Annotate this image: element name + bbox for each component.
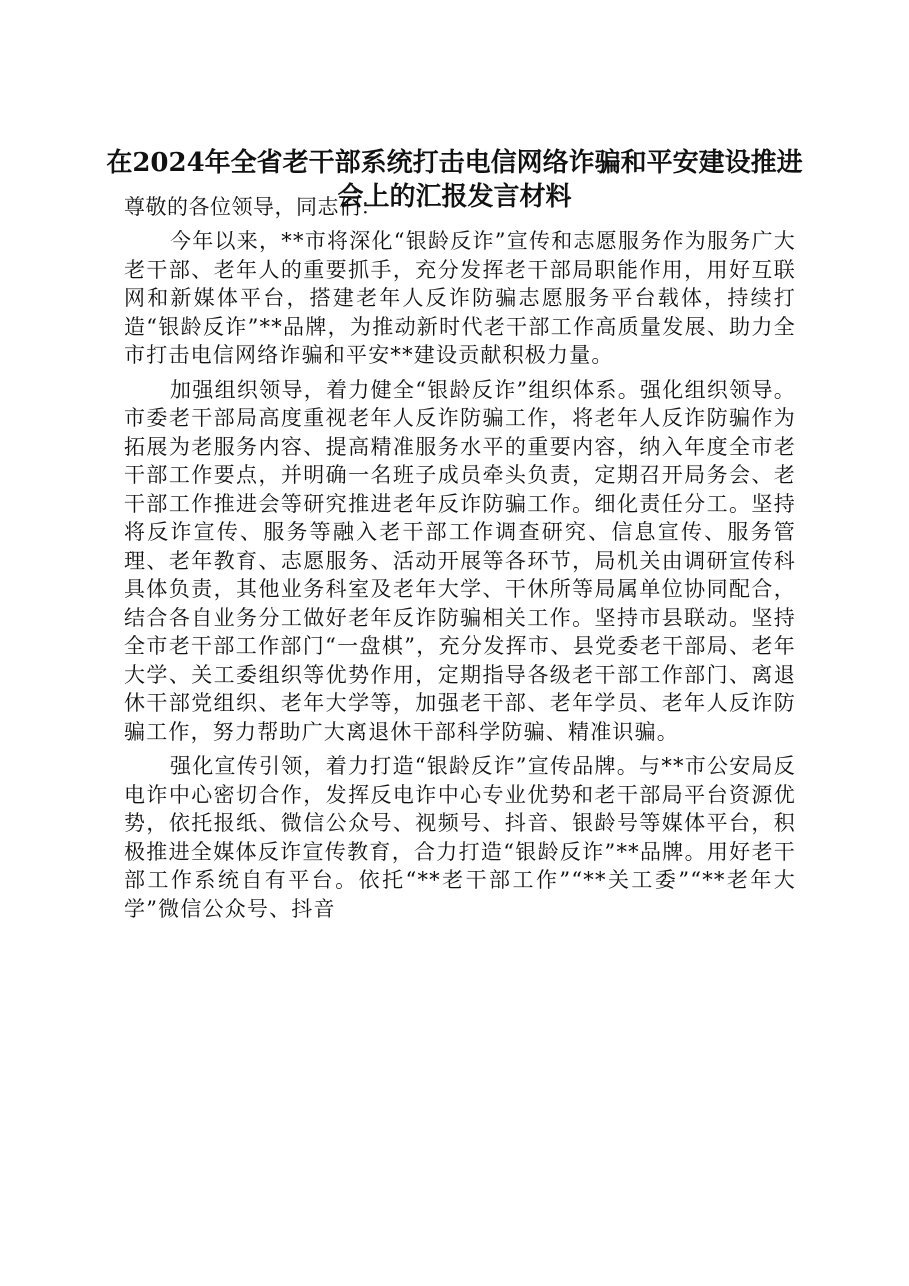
paragraph-publicity: 强化宣传引领，着力打造“银龄反诈”宣传品牌。与**市公安局反电诈中心密切合作，发挥反电诈中心专业优势和老干部局平台资源优势，依托报纸、微信公众号、视频号、抖音、银龄号等媒体平台，积极推进全媒体反诈宣传教育，合力打造“银龄反诈”**品牌。用好老干部工作系统自有平台。依托“**老干部工作”“**关工委”“**老年大学”微信公众号、抖音 [124,754,796,921]
document-body [124,194,796,923]
salutation: 尊敬的各位领导，同志们： [124,195,382,219]
paragraph-intro: 今年以来，**市将深化“银龄反诈”宣传和志愿服务作为服务广大老干部、老年人的重要抓手，充分发挥老干部局职能作用，用好互联网和新媒体平台，搭建老年人反诈防骗志愿服务平台载体，持续打造“银龄反诈”**品牌，为推动新时代老干部工作高质量发展、助力全市打击电信网络诈骗和平安**建设贡献积极力量。 [124,229,796,367]
paragraph-organization: 加强组织领导，着力健全“银龄反诈”组织体系。强化组织领导。市委老干部局高度重视老年人反诈防骗工作，将老年人反诈防骗作为拓展为老服务内容、提高精准服务水平的重要内容，纳入年度全市老干部工作要点，并明确一名班子成员牵头负责，定期召开局务会、老干部工作推进会等研究推进老年反诈防骗工作。细化责任分工。坚持将反诈宣传、服务等融入老干部工作调查研究、信息宣传、服务管理、老年教育、志愿服务、活动开展等各环节，局机关由调研宣传科具体负责，其他业务科室及老年大学、干休所等局属单位协同配合，结合各自业务分工做好老年反诈防骗相关工作。坚持市县联动。坚持全市老干部工作部门“一盘棋”，充分发挥市、县党委老干部局、老年大学、关工委组织等优势作用，定期指导各级老干部工作部门、离退休干部党组织、老年大学等，加强老干部、老年学员、老年人反诈防骗工作，努力帮助广大离退休干部科学防骗、精准识骗。 [124,377,796,744]
document-title: 在2024年全省老干部系统打击电信网络诈骗和平安建设推进会上的汇报发言材料 [106,148,803,212]
